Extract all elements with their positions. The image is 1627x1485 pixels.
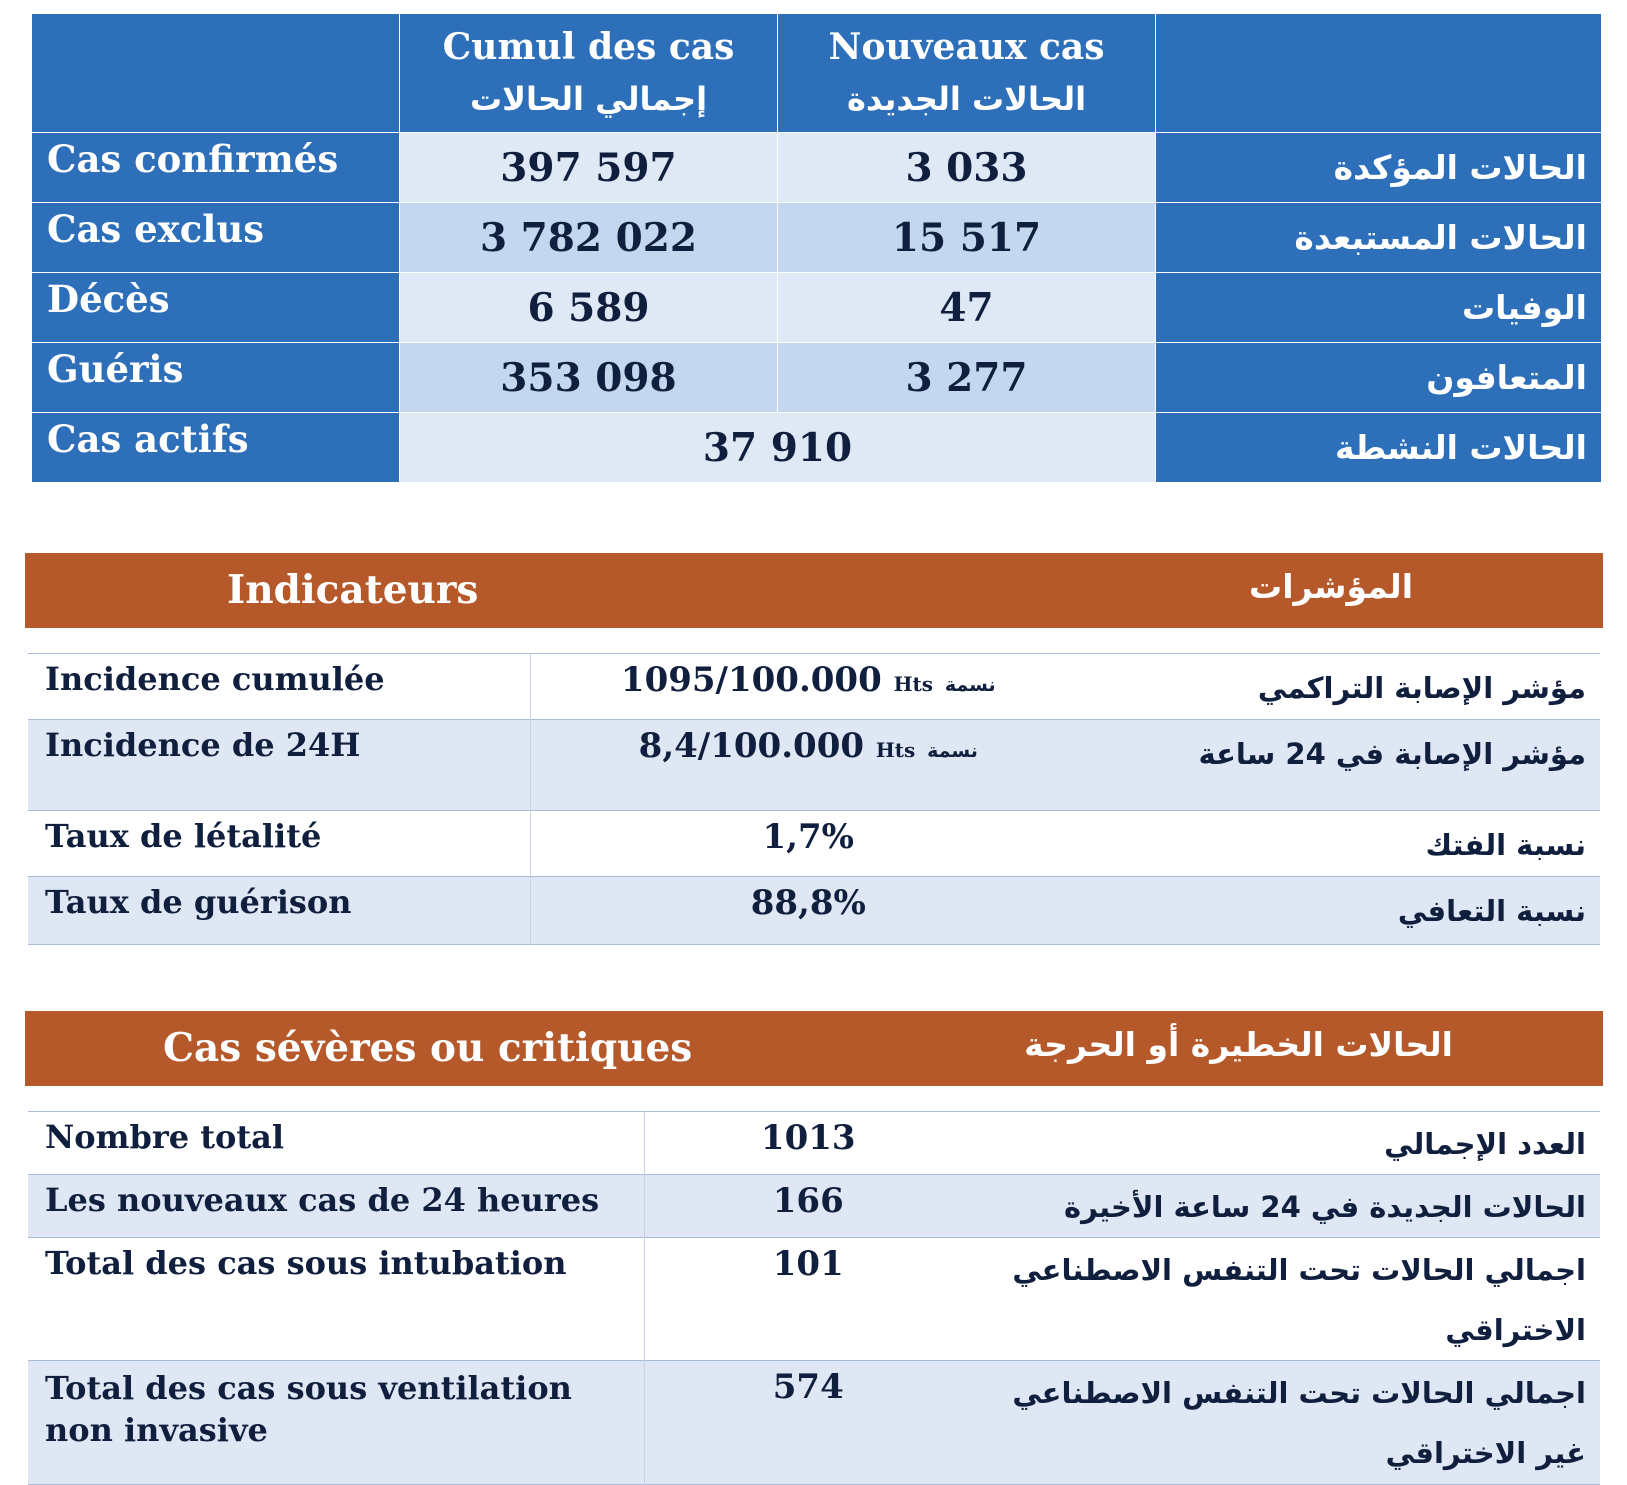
cumul-value: 6 589 [400,273,778,343]
severe-label-fr: Total des cas sous ventilation non invasive [28,1361,644,1485]
table-row [28,1361,1600,1485]
actifs-value: 37 910 [400,413,1156,483]
table-row [32,133,1602,203]
indicator-label-fr: Taux de létalité [28,811,530,877]
actifs-label-ar: الحالات النشطة [1156,413,1602,483]
indicator-label-ar: مؤشر الإصابة في 24 ساعة [1086,720,1600,811]
table-row [32,273,1602,343]
header-empty-left [32,14,400,133]
table-header-row [32,14,1602,133]
header-cumul-fr: Cumul des cas [442,26,735,68]
severe-label-ar: الحالات الجديدة في 24 ساعة الأخيرة [972,1175,1600,1238]
nouveaux-value: 15 517 [778,203,1156,273]
severes-title-ar: الحالات الخطيرة أو الحرجة [1024,1025,1453,1064]
indicator-unit: Hts [875,738,916,762]
indicator-unit-ar: نسمة [927,740,978,762]
table-row [32,203,1602,273]
severe-label-ar: العدد الإجمالي [1384,1127,1586,1161]
table-row-actifs [32,413,1602,483]
cumul-value: 353 098 [400,343,778,413]
row-label-fr: Guéris [32,343,400,413]
severe-label-ar: اجمالي الحالات تحت التنفس الاصطناعي الاختراقي [1012,1253,1586,1347]
table-row [28,1238,1600,1361]
cumul-value: 397 597 [400,133,778,203]
indicator-unit-ar: نسمة [944,674,996,696]
indicateurs-title-fr: Indicateurs [227,567,479,613]
header-nouveaux-fr: Nouveaux cas [828,26,1105,68]
indicator-label-ar: نسبة التعافي [1086,877,1600,945]
header-cumul-ar: إجمالي الحالات [469,80,708,118]
cumul-value: 3 782 022 [400,203,778,273]
indicator-unit: Hts [893,672,933,696]
row-label-ar: المتعافون [1156,343,1602,413]
indicator-value [530,654,1086,720]
indicator-label-fr: Incidence cumulée [28,654,530,720]
indicator-value: 1,7% [762,817,854,857]
indicator-label-ar: مؤشر الإصابة التراكمي [1257,671,1586,705]
severe-value: 574 [644,1361,972,1485]
table-row [28,1112,1600,1175]
severe-label-fr: Les nouveaux cas de 24 heures [28,1175,644,1238]
table-row [28,811,1600,877]
indicator-value-number: 8,4/100.000 [638,726,865,766]
severe-value: 166 [644,1175,972,1238]
indicateurs-header [25,553,1603,628]
actifs-label-fr: Cas actifs [32,413,400,483]
severe-value: 1013 [760,1118,856,1158]
nouveaux-value: 3 277 [778,343,1156,413]
severe-value: 101 [772,1244,844,1284]
row-label-fr: Cas exclus [32,203,400,273]
nouveaux-value: 47 [778,273,1156,343]
header-nouveaux [778,14,1156,133]
row-label-ar: الحالات المستبعدة [1156,203,1602,273]
severe-label-fr: Nombre total [28,1112,644,1175]
indicator-label-ar: نسبة الفتك [1425,828,1586,862]
header-nouveaux-ar: الحالات الجديدة [846,80,1087,118]
severes-table [28,1111,1600,1485]
indicator-value-number: 1095/100.000 [620,660,882,700]
table-row [28,1175,1600,1238]
severes-header [25,1011,1603,1086]
header-cumul [400,14,778,133]
indicator-label-fr: Incidence de 24H [28,720,530,811]
nouveaux-value: 3 033 [778,133,1156,203]
table-row [32,343,1602,413]
severe-label-ar: اجمالي الحالات تحت التنفس الاصطناعي غير الاختراقي [972,1361,1600,1485]
severe-label-fr: Total des cas sous intubation [28,1238,644,1361]
row-label-fr: Cas confirmés [32,133,400,203]
severes-title-fr: Cas sévères ou critiques [163,1025,693,1071]
row-label-fr: Décès [32,273,400,343]
indicateurs-title-ar: المؤشرات [1249,567,1413,606]
table-row [28,877,1600,945]
indicator-value [530,720,1086,811]
indicator-label-fr: Taux de guérison [28,877,530,945]
header-empty-right [1156,14,1602,133]
table-row [28,720,1600,811]
table-row [28,654,1600,720]
cases-summary-table [31,13,1602,483]
row-label-ar: الحالات المؤكدة [1156,133,1602,203]
row-label-ar: الوفيات [1156,273,1602,343]
indicateurs-table [28,653,1600,945]
indicator-value: 88,8% [530,877,1086,945]
